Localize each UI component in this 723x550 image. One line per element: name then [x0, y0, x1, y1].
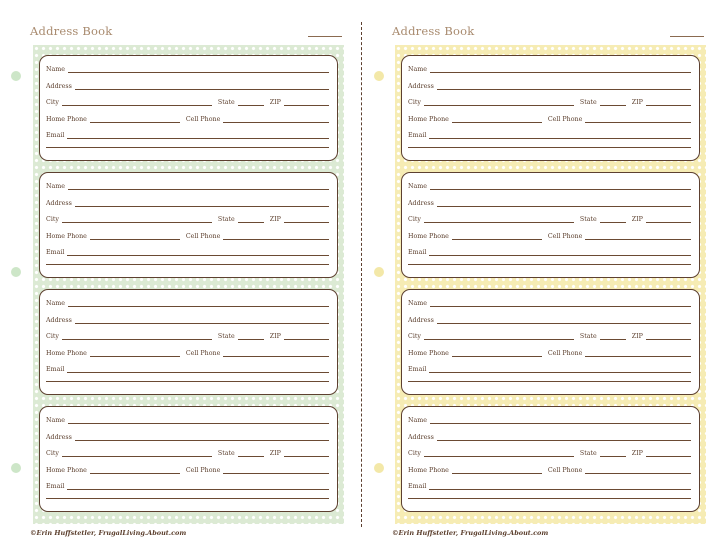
- address-panel-green: [33, 45, 344, 524]
- home-phone-label: Home Phone: [408, 467, 449, 474]
- home-phone-label: Home Phone: [408, 350, 449, 357]
- cell-phone-field[interactable]: [585, 122, 691, 123]
- email-label: Email: [408, 366, 427, 373]
- binder-hole-icon: [11, 463, 21, 473]
- phone-row: [408, 229, 691, 241]
- address-field[interactable]: [75, 440, 329, 441]
- cell-phone-field[interactable]: [223, 473, 329, 474]
- state-label: State: [217, 216, 235, 223]
- state-label: State: [579, 450, 597, 457]
- name-field[interactable]: [68, 72, 329, 73]
- address-entry-card: [401, 172, 700, 278]
- city-label: City: [46, 99, 59, 106]
- home-phone-label: Home Phone: [46, 467, 87, 474]
- name-row: [408, 62, 691, 74]
- name-label: Name: [46, 417, 65, 424]
- copyright-footer: ©Erin Huffstetler, FrugalLiving.About.com: [392, 529, 549, 537]
- name-label: Name: [408, 66, 427, 73]
- address-field[interactable]: [75, 206, 329, 207]
- extra-line[interactable]: [408, 264, 691, 265]
- zip-label: ZIP: [269, 450, 281, 457]
- email-label: Email: [408, 249, 427, 256]
- city-row: [408, 329, 691, 341]
- email-label: Email: [408, 483, 427, 490]
- city-field[interactable]: [424, 339, 574, 340]
- address-entry-card: [39, 172, 338, 278]
- cell-phone-field[interactable]: [585, 239, 691, 240]
- address-label: Address: [46, 317, 72, 324]
- zip-field[interactable]: [646, 339, 691, 340]
- name-field[interactable]: [430, 72, 691, 73]
- name-field[interactable]: [430, 189, 691, 190]
- name-label: Name: [408, 300, 427, 307]
- address-panel-yellow: [395, 45, 706, 524]
- city-row: [46, 329, 329, 341]
- city-field[interactable]: [62, 339, 212, 340]
- name-label: Name: [408, 183, 427, 190]
- zip-label: ZIP: [631, 216, 643, 223]
- name-field[interactable]: [68, 423, 329, 424]
- phone-row: [408, 112, 691, 124]
- binder-hole-icon: [374, 463, 384, 473]
- address-row: [408, 313, 691, 325]
- cell-phone-label: Cell Phone: [547, 116, 583, 123]
- city-label: City: [46, 450, 59, 457]
- email-row: [46, 479, 329, 491]
- zip-field[interactable]: [646, 456, 691, 457]
- name-label: Name: [408, 417, 427, 424]
- zip-field[interactable]: [646, 105, 691, 106]
- name-row: [46, 179, 329, 191]
- address-row: [408, 196, 691, 208]
- email-field[interactable]: [429, 255, 691, 256]
- name-field[interactable]: [430, 306, 691, 307]
- home-phone-label: Home Phone: [408, 233, 449, 240]
- state-label: State: [579, 216, 597, 223]
- phone-row: [46, 463, 329, 475]
- cell-phone-field[interactable]: [223, 356, 329, 357]
- state-field[interactable]: [600, 339, 626, 340]
- home-phone-label: Home Phone: [408, 116, 449, 123]
- state-label: State: [217, 450, 235, 457]
- zip-label: ZIP: [269, 333, 281, 340]
- zip-field[interactable]: [284, 456, 329, 457]
- title-underline: [308, 36, 342, 37]
- email-row: [408, 245, 691, 257]
- address-field[interactable]: [437, 206, 691, 207]
- city-label: City: [408, 216, 421, 223]
- extra-line[interactable]: [46, 147, 329, 148]
- email-label: Email: [408, 132, 427, 139]
- title-underline: [670, 36, 704, 37]
- address-label: Address: [408, 317, 434, 324]
- email-row: [46, 128, 329, 140]
- home-phone-field[interactable]: [452, 356, 542, 357]
- city-field[interactable]: [62, 456, 212, 457]
- address-field[interactable]: [437, 440, 691, 441]
- address-row: [46, 430, 329, 442]
- name-field[interactable]: [68, 306, 329, 307]
- address-row: [408, 79, 691, 91]
- city-row: [46, 212, 329, 224]
- state-label: State: [579, 333, 597, 340]
- state-label: State: [579, 99, 597, 106]
- state-field[interactable]: [238, 222, 264, 223]
- binder-hole-icon: [374, 267, 384, 277]
- address-label: Address: [46, 83, 72, 90]
- state-field[interactable]: [600, 105, 626, 106]
- city-label: City: [408, 450, 421, 457]
- address-label: Address: [408, 83, 434, 90]
- email-row: [408, 128, 691, 140]
- name-row: [46, 296, 329, 308]
- name-label: Name: [46, 300, 65, 307]
- extra-line[interactable]: [46, 381, 329, 382]
- zip-field[interactable]: [284, 222, 329, 223]
- address-row: [46, 313, 329, 325]
- email-field[interactable]: [67, 489, 329, 490]
- cell-phone-label: Cell Phone: [185, 350, 221, 357]
- cell-phone-field[interactable]: [585, 473, 691, 474]
- cell-phone-label: Cell Phone: [547, 350, 583, 357]
- address-label: Address: [408, 200, 434, 207]
- cut-line: [361, 22, 362, 527]
- zip-label: ZIP: [631, 99, 643, 106]
- phone-row: [46, 346, 329, 358]
- name-row: [408, 179, 691, 191]
- email-row: [46, 362, 329, 374]
- home-phone-field[interactable]: [90, 473, 180, 474]
- state-field[interactable]: [600, 456, 626, 457]
- extra-line[interactable]: [408, 381, 691, 382]
- cell-phone-field[interactable]: [223, 122, 329, 123]
- email-label: Email: [46, 132, 65, 139]
- city-field[interactable]: [424, 456, 574, 457]
- home-phone-field[interactable]: [452, 473, 542, 474]
- cell-phone-field[interactable]: [585, 356, 691, 357]
- email-label: Email: [46, 483, 65, 490]
- home-phone-label: Home Phone: [46, 350, 87, 357]
- name-row: [408, 296, 691, 308]
- home-phone-field[interactable]: [90, 356, 180, 357]
- home-phone-field[interactable]: [452, 239, 542, 240]
- address-entry-card: [39, 406, 338, 512]
- home-phone-field[interactable]: [452, 122, 542, 123]
- state-label: State: [217, 333, 235, 340]
- email-field[interactable]: [67, 372, 329, 373]
- address-row: [46, 196, 329, 208]
- address-field[interactable]: [437, 89, 691, 90]
- binder-hole-icon: [374, 71, 384, 81]
- home-phone-field[interactable]: [90, 239, 180, 240]
- name-row: [46, 413, 329, 425]
- address-entry-card: [401, 55, 700, 161]
- extra-line[interactable]: [46, 498, 329, 499]
- city-row: [408, 95, 691, 107]
- address-label: Address: [46, 434, 72, 441]
- email-row: [408, 362, 691, 374]
- cell-phone-label: Cell Phone: [185, 116, 221, 123]
- home-phone-field[interactable]: [90, 122, 180, 123]
- extra-line[interactable]: [46, 264, 329, 265]
- email-field[interactable]: [67, 138, 329, 139]
- email-field[interactable]: [429, 489, 691, 490]
- city-field[interactable]: [424, 222, 574, 223]
- zip-label: ZIP: [269, 99, 281, 106]
- address-row: [408, 430, 691, 442]
- state-field[interactable]: [238, 339, 264, 340]
- email-row: [408, 479, 691, 491]
- address-entry-card: [401, 289, 700, 395]
- extra-line[interactable]: [408, 147, 691, 148]
- name-field[interactable]: [430, 423, 691, 424]
- address-field[interactable]: [75, 89, 329, 90]
- city-row: [408, 446, 691, 458]
- home-phone-label: Home Phone: [46, 233, 87, 240]
- cell-phone-label: Cell Phone: [185, 233, 221, 240]
- email-label: Email: [46, 366, 65, 373]
- phone-row: [46, 112, 329, 124]
- address-entry-card: [401, 406, 700, 512]
- email-label: Email: [46, 249, 65, 256]
- phone-row: [408, 463, 691, 475]
- address-entry-card: [39, 55, 338, 161]
- state-field[interactable]: [600, 222, 626, 223]
- address-label: Address: [408, 434, 434, 441]
- zip-label: ZIP: [269, 216, 281, 223]
- cell-phone-label: Cell Phone: [547, 233, 583, 240]
- phone-row: [408, 346, 691, 358]
- name-row: [46, 62, 329, 74]
- name-label: Name: [46, 66, 65, 73]
- address-field[interactable]: [75, 323, 329, 324]
- home-phone-label: Home Phone: [46, 116, 87, 123]
- city-row: [46, 95, 329, 107]
- email-field[interactable]: [67, 255, 329, 256]
- cell-phone-label: Cell Phone: [547, 467, 583, 474]
- address-label: Address: [46, 200, 72, 207]
- zip-label: ZIP: [631, 450, 643, 457]
- city-label: City: [408, 333, 421, 340]
- city-field[interactable]: [62, 222, 212, 223]
- city-label: City: [408, 99, 421, 106]
- city-label: City: [46, 216, 59, 223]
- zip-field[interactable]: [284, 339, 329, 340]
- zip-label: ZIP: [631, 333, 643, 340]
- cell-phone-field[interactable]: [223, 239, 329, 240]
- copyright-footer: ©Erin Huffstetler, FrugalLiving.About.com: [30, 529, 187, 537]
- city-row: [46, 446, 329, 458]
- email-field[interactable]: [429, 372, 691, 373]
- binder-hole-icon: [11, 267, 21, 277]
- email-field[interactable]: [429, 138, 691, 139]
- city-field[interactable]: [62, 105, 212, 106]
- page-title: Address Book: [30, 24, 113, 38]
- state-field[interactable]: [238, 456, 264, 457]
- extra-line[interactable]: [408, 498, 691, 499]
- address-entry-card: [39, 289, 338, 395]
- city-label: City: [46, 333, 59, 340]
- city-row: [408, 212, 691, 224]
- email-row: [46, 245, 329, 257]
- page-title: Address Book: [392, 24, 475, 38]
- name-label: Name: [46, 183, 65, 190]
- phone-row: [46, 229, 329, 241]
- cell-phone-label: Cell Phone: [185, 467, 221, 474]
- binder-hole-icon: [11, 71, 21, 81]
- zip-field[interactable]: [646, 222, 691, 223]
- state-field[interactable]: [238, 105, 264, 106]
- state-label: State: [217, 99, 235, 106]
- zip-field[interactable]: [284, 105, 329, 106]
- name-row: [408, 413, 691, 425]
- address-field[interactable]: [437, 323, 691, 324]
- city-field[interactable]: [424, 105, 574, 106]
- address-row: [46, 79, 329, 91]
- name-field[interactable]: [68, 189, 329, 190]
